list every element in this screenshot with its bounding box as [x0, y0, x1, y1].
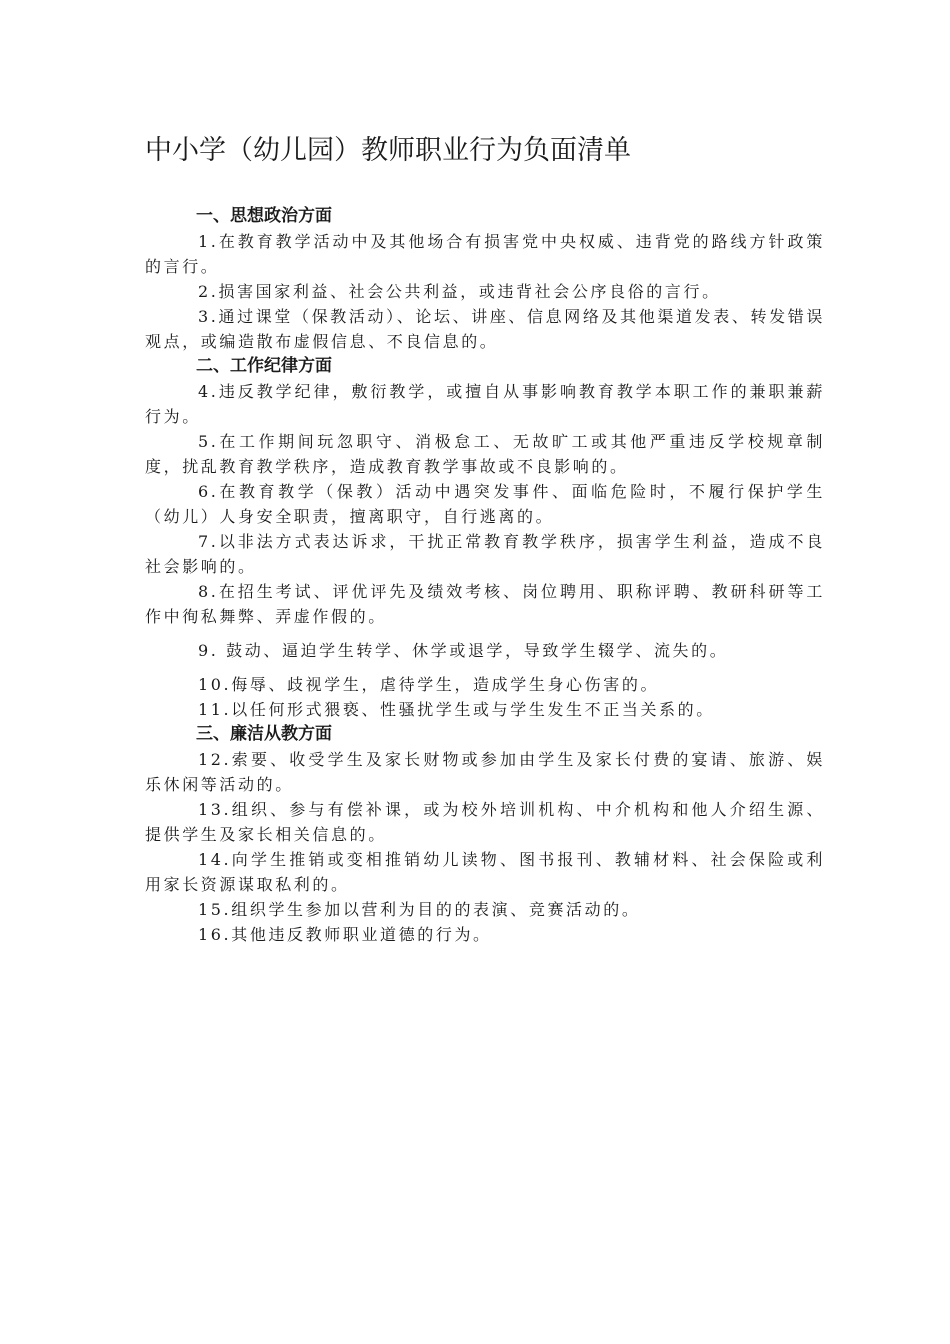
list-item: 6.在教育教学（保教）活动中遇突发事件、面临危险时，不履行保护学生（幼儿）人身安全职责，擅离职守，自行逃离的。 [145, 482, 825, 526]
section-heading-political: 一、思想政治方面 [196, 206, 332, 226]
list-item: 10.侮辱、歧视学生，虐待学生，造成学生身心伤害的。 [198, 675, 660, 694]
list-item: 13.组织、参与有偿补课，或为校外培训机构、中介机构和他人介绍生源、提供学生及家长相关信息的。 [145, 800, 825, 844]
list-item: 5.在工作期间玩忽职守、消极怠工、无故旷工或其他严重违反学校规章制度，扰乱教育教学秩序，造成教育教学事故或不良影响的。 [145, 432, 825, 476]
document-page [145, 132, 825, 947]
list-item: 16.其他违反教师职业道德的行为。 [198, 925, 492, 944]
document-title: 中小学（幼儿园）教师职业行为负面清单 [145, 135, 631, 166]
list-item: 3.通过课堂（保教活动）、论坛、讲座、信息网络及其他渠道发表、转发错误观点，或编造散布虚假信息、不良信息的。 [145, 307, 825, 351]
section-heading-integrity: 三、廉洁从教方面 [196, 724, 332, 744]
list-item: 8.在招生考试、评优评先及绩效考核、岗位聘用、职称评聘、教研科研等工作中徇私舞弊、弄虚作假的。 [145, 582, 825, 626]
list-item: 12.索要、收受学生及家长财物或参加由学生及家长付费的宴请、旅游、娱乐休闲等活动的。 [145, 750, 825, 794]
section-heading-discipline: 二、工作纪律方面 [196, 356, 332, 376]
list-item: 2.损害国家利益、社会公共利益，或违背社会公序良俗的言行。 [198, 282, 721, 301]
list-item: 9. 鼓动、逼迫学生转学、休学或退学，导致学生辍学、流失的。 [198, 641, 729, 660]
list-item: 4.违反教学纪律，敷衍教学，或擅自从事影响教育教学本职工作的兼职兼薪行为。 [145, 382, 825, 426]
list-item: 11.以任何形式猥亵、性骚扰学生或与学生发生不正当关系的。 [198, 700, 715, 719]
list-item: 1.在教育教学活动中及其他场合有损害党中央权威、违背党的路线方针政策的言行。 [145, 232, 825, 276]
list-item: 7.以非法方式表达诉求，干扰正常教育教学秩序，损害学生利益，造成不良社会影响的。 [145, 532, 825, 576]
list-item: 14.向学生推销或变相推销幼儿读物、图书报刊、教辅材料、社会保险或利用家长资源谋取私利的。 [145, 850, 825, 894]
list-item: 15.组织学生参加以营利为目的的表演、竞赛活动的。 [198, 900, 641, 919]
